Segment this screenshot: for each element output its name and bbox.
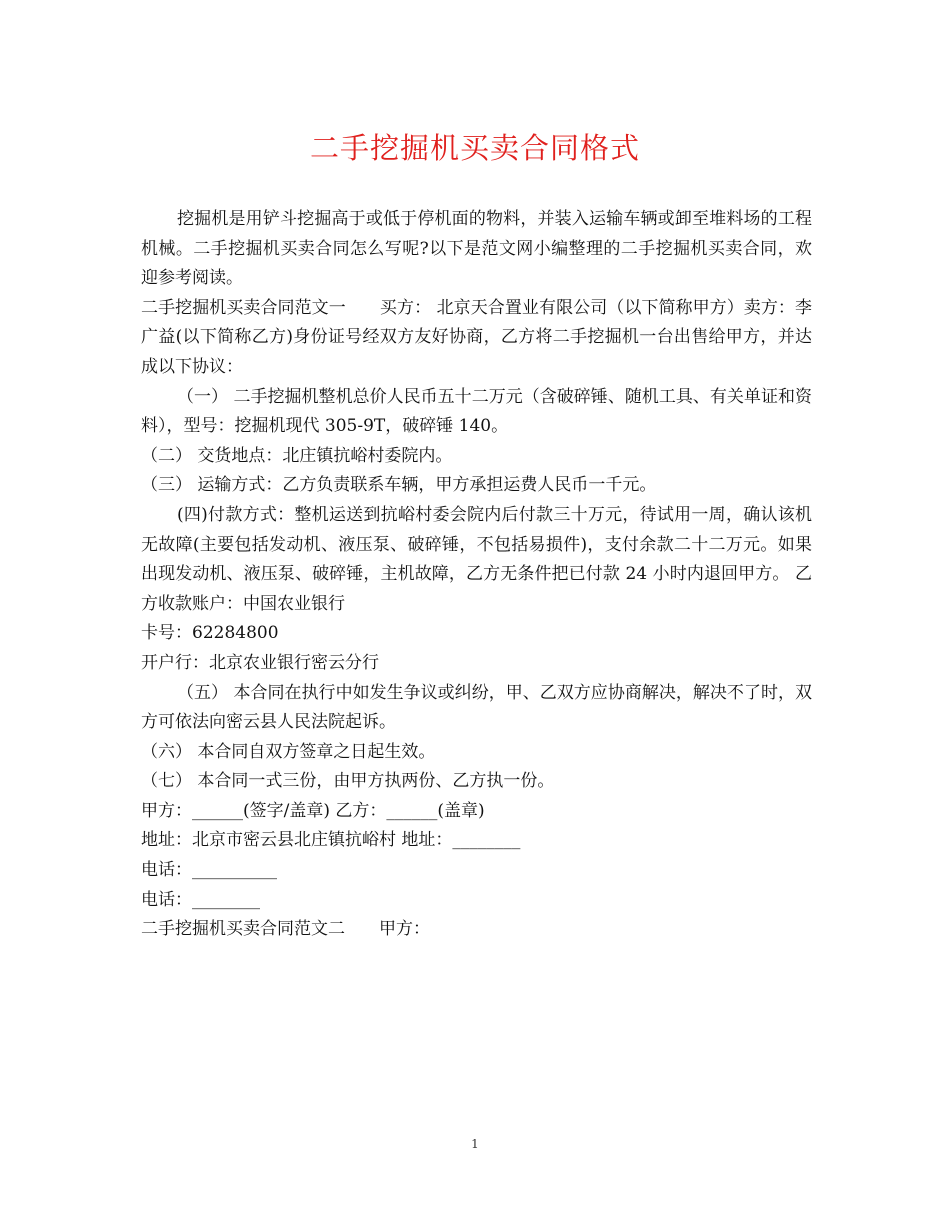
clause-7: （七） 本合同一式三份，由甲方执两份、乙方执一份。 [141,771,555,792]
document-body [141,205,812,945]
clause-2: （二） 交货地点：北庄镇抗峪村委院内。 [141,445,453,466]
card-number: 卡号：62284800 [141,623,279,644]
clause-5: （五） 本合同在执行中如发生争议或纠纷，甲、乙双方应协商解决，解决不了时，双方可依法向密云县人民法院起诉。 [141,682,812,733]
address-line: 地址：北京市密云县北庄镇抗峪村 地址：________ [141,830,521,851]
page-number: 1 [471,1137,479,1151]
signature-line: 甲方：______(签字/盖章) 乙方：______(盖章) [141,800,485,821]
sample2-header: 二手挖掘机买卖合同范文二 甲方： [141,919,430,940]
clause-4: (四)付款方式：整机运送到抗峪村委会院内后付款三十万元，待试用一周，确认该机无故障(主要包括发动机、液压泵、破碎锤，不包括易损件)，支付余款二十二万元。如果出现发动机、液压泵、破碎锤，主机故障，乙方无条件把已付款 24 小时内退回甲方。 乙方收款账户：中国农业银行 [141,504,812,614]
clause-3: （三） 运输方式：乙方负责联系车辆，甲方承担运费人民币一千元。 [141,475,657,496]
phone-line-2: 电话：________ [141,889,260,910]
phone-line-1: 电话：__________ [141,860,277,881]
document-title: 二手挖掘机买卖合同格式 [309,131,640,165]
clause-1: （一） 二手挖掘机整机总价人民币五十二万元（含破碎锤、随机工具、有关单证和资料），型号：挖掘机现代 305-9T，破碎锤 140。 [141,386,812,437]
bank-branch: 开户行：北京农业银行密云分行 [141,652,379,673]
intro-paragraph: 挖掘机是用铲斗挖掘高于或低于停机面的物料，并装入运输车辆或卸至堆料场的工程机械。二手挖掘机买卖合同怎么写呢?以下是范文网小编整理的二手挖掘机买卖合同，欢迎参考阅读。 [141,209,812,289]
clause-6: （六） 本合同自双方签章之日起生效。 [141,741,436,762]
sample1-header-paragraph: 二手挖掘机买卖合同范文一 买方： 北京天合置业有限公司（以下简称甲方）卖方：李广益(以下简称乙方)身份证号经双方友好协商，乙方将二手挖掘机一台出售给甲方，并达成以下协议： [141,297,812,377]
